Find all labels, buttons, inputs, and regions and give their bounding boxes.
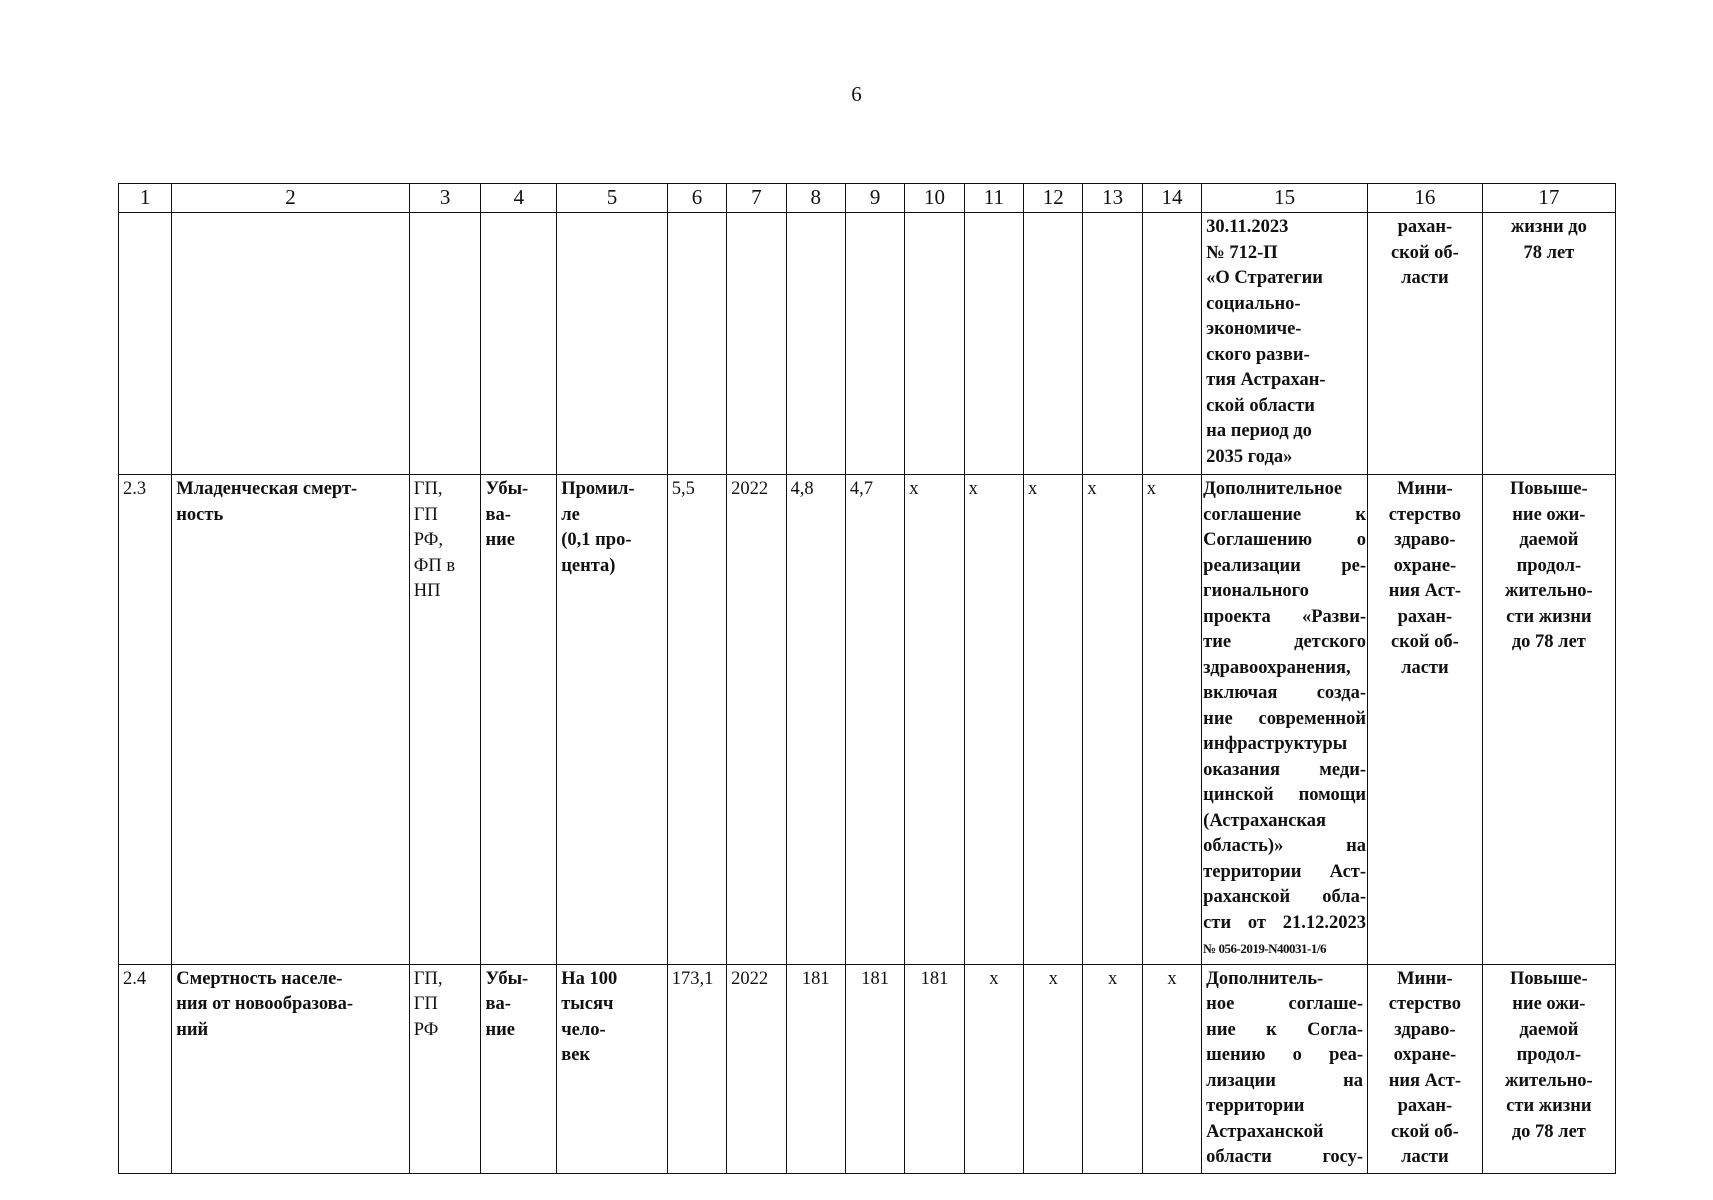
cell-line: территории Аст-	[1203, 861, 1367, 882]
unit-cell	[557, 475, 668, 965]
cell-line: Младенческая смерт-	[176, 479, 358, 499]
column-header: 12	[1024, 184, 1083, 213]
cell-line: ное соглаше-	[1206, 994, 1364, 1014]
cell-line: на период до	[1206, 421, 1312, 441]
column-header: 10	[905, 184, 964, 213]
cell-line: тия Астрахан-	[1206, 370, 1326, 390]
cell-line: ГП	[413, 994, 438, 1014]
base-value-cell: 5,5	[667, 475, 726, 965]
value-cell: x	[1142, 475, 1201, 965]
cell-line: Мини-	[1397, 968, 1453, 989]
cell-line: продол-	[1516, 555, 1582, 576]
cell-line: здраво-	[1394, 530, 1456, 550]
responsible-body-cell	[1368, 964, 1483, 1173]
cell-line: ГП,	[413, 479, 443, 499]
cell-line: до 78 лет	[1511, 632, 1586, 652]
cell-line: ния Аст-	[1388, 1070, 1462, 1091]
cell-line: ле	[561, 504, 580, 525]
cell-line: РФ	[413, 1019, 439, 1040]
value-cell: x	[1083, 475, 1142, 965]
cell-line: Астраханской	[1206, 1121, 1324, 1142]
column-header: 15	[1202, 184, 1368, 213]
cell-line: 30.11.2023	[1206, 217, 1289, 237]
page-number: 6	[851, 82, 862, 106]
cell-line: стерство	[1388, 994, 1461, 1014]
cell-line: лизации на	[1206, 1070, 1364, 1091]
cell-line: цинской помощи	[1203, 785, 1367, 805]
cell-line: «О Стратегии	[1206, 268, 1323, 288]
value-cell: x	[1142, 964, 1201, 1173]
agreement-number: № 056-2019-N40031-1/6	[1203, 941, 1326, 956]
cell-line: ния от новообразова-	[176, 994, 354, 1014]
cell-line: территории	[1206, 1096, 1305, 1116]
cell-line: продол-	[1516, 1045, 1582, 1065]
cell-line: ской об-	[1390, 242, 1459, 263]
cell-line: Повыше-	[1510, 968, 1588, 989]
document-reference-cell	[1202, 213, 1368, 475]
level-cell	[409, 475, 481, 965]
cell-line: (Астраханская	[1203, 810, 1327, 831]
cell-line: сти жизни	[1506, 1096, 1592, 1116]
indicator-name-cell	[172, 964, 410, 1173]
column-header: 16	[1368, 184, 1483, 213]
cell-line: области госу-	[1206, 1147, 1364, 1167]
cell-line: область)» на	[1203, 836, 1367, 856]
table-row	[119, 475, 1616, 965]
cell-line: шению о реа-	[1206, 1045, 1364, 1065]
cell-line: здравоохранения,	[1203, 657, 1351, 678]
goal-cell	[1482, 964, 1615, 1173]
cell-line: ласти	[1401, 657, 1449, 678]
value-cell: x	[905, 475, 964, 965]
cell-line: ской об-	[1390, 632, 1459, 652]
cell-line: чело-	[561, 1019, 606, 1040]
document-reference-text	[1203, 477, 1366, 936]
cell-line: Убы-	[485, 479, 529, 499]
column-number-row	[119, 184, 1616, 213]
cell-line: ние современной	[1203, 708, 1367, 729]
column-header: 13	[1083, 184, 1142, 213]
indicators-table	[118, 183, 1616, 1174]
responsible-body-cell	[1368, 475, 1483, 965]
cell-line: раханской обла-	[1203, 887, 1367, 907]
indicator-name-cell	[172, 475, 410, 965]
cell-line: Дополнительное	[1203, 479, 1343, 499]
goal-cell	[1482, 213, 1615, 475]
column-header: 9	[845, 184, 904, 213]
cell-line: сти жизни	[1506, 606, 1592, 627]
cell-line: ние ожи-	[1512, 504, 1586, 525]
value-cell: 4,7	[845, 475, 904, 965]
cell-line: ние	[485, 530, 515, 550]
cell-line: до 78 лет	[1511, 1121, 1586, 1142]
cell-line: цента)	[561, 555, 616, 576]
cell-line: ской области	[1206, 395, 1315, 416]
cell-line: реализации ре-	[1203, 555, 1367, 576]
trend-cell	[481, 964, 557, 1173]
cell-line: соглашение к	[1203, 504, 1367, 525]
cell-line: ние к Согла-	[1206, 1019, 1364, 1040]
base-value-cell: 173,1	[667, 964, 726, 1173]
cell-line: стерство	[1388, 504, 1461, 525]
cell-line: рахан-	[1397, 1096, 1453, 1116]
cell-line: ва-	[485, 994, 511, 1014]
table-row-continuation	[119, 213, 1616, 475]
cell-line: Повыше-	[1510, 479, 1588, 499]
column-header: 8	[786, 184, 845, 213]
cell-line: НП	[413, 581, 441, 601]
cell-line: ние ожи-	[1512, 994, 1586, 1014]
cell-line: оказания меди-	[1203, 759, 1367, 780]
value-cell: 181	[845, 964, 904, 1173]
goal-cell	[1482, 475, 1615, 965]
cell-line: ния Аст-	[1388, 581, 1462, 601]
cell-line: век	[561, 1045, 591, 1065]
cell-line: охране-	[1393, 1045, 1457, 1065]
cell-line: ласти	[1401, 1147, 1449, 1167]
cell-line: ласти	[1401, 268, 1449, 288]
cell-line: ФП в	[413, 555, 456, 576]
column-header: 5	[557, 184, 668, 213]
cell-line: Убы-	[485, 968, 529, 989]
cell-line: жительно-	[1505, 581, 1593, 601]
unit-cell	[557, 964, 668, 1173]
cell-line: даемой	[1519, 1019, 1579, 1040]
base-year-cell: 2022	[727, 964, 786, 1173]
responsible-body-cell	[1368, 213, 1483, 475]
row-number-cell: 2.3	[119, 475, 172, 965]
row-number-cell: 2.4	[119, 964, 172, 1173]
column-header: 3	[409, 184, 481, 213]
document-reference-cell	[1202, 475, 1368, 965]
column-header: 7	[727, 184, 786, 213]
cell-line: даемой	[1519, 530, 1579, 550]
cell-line: экономиче-	[1206, 319, 1302, 339]
cell-line: Промил-	[561, 479, 635, 499]
cell-line: ского разви-	[1206, 344, 1310, 365]
cell-line: Соглашению о	[1203, 530, 1367, 550]
column-header: 4	[481, 184, 557, 213]
cell-line: Мини-	[1397, 479, 1453, 499]
cell-line: ний	[176, 1019, 209, 1040]
cell-line: проекта «Разви-	[1203, 606, 1367, 627]
cell-line: № 712-П	[1206, 242, 1278, 263]
cell-line: 78 лет	[1523, 242, 1575, 263]
value-cell: x	[964, 475, 1023, 965]
column-header: 6	[667, 184, 726, 213]
column-header: 11	[964, 184, 1023, 213]
trend-cell	[481, 475, 557, 965]
cell-line: гионального	[1203, 581, 1309, 601]
cell-line: здраво-	[1394, 1019, 1456, 1040]
column-header: 1	[119, 184, 172, 213]
cell-line: сти от 21.12.2023	[1203, 912, 1367, 933]
cell-line: На 100	[561, 968, 618, 989]
cell-line: охране-	[1393, 555, 1457, 576]
level-cell	[409, 964, 481, 1173]
value-cell: 4,8	[786, 475, 845, 965]
cell-line: инфраструктуры	[1203, 734, 1348, 754]
cell-line: рахан-	[1397, 606, 1453, 627]
document-reference-cell	[1202, 964, 1368, 1173]
cell-line: (0,1 про-	[561, 530, 632, 550]
cell-line: ние	[485, 1019, 515, 1040]
cell-line: Смертность населе-	[176, 968, 343, 989]
value-cell: x	[1024, 964, 1083, 1173]
cell-line: ность	[176, 504, 224, 525]
base-year-cell: 2022	[727, 475, 786, 965]
cell-line: рахан-	[1397, 217, 1453, 237]
value-cell: x	[1024, 475, 1083, 965]
cell-line: Дополнитель-	[1206, 968, 1324, 989]
cell-line: жительно-	[1505, 1070, 1593, 1091]
value-cell: 181	[905, 964, 964, 1173]
value-cell: x	[964, 964, 1023, 1173]
value-cell: x	[1083, 964, 1142, 1173]
cell-line: ГП	[413, 504, 438, 525]
table-row	[119, 964, 1616, 1173]
cell-line: ской об-	[1390, 1121, 1459, 1142]
value-cell: 181	[786, 964, 845, 1173]
cell-line: социально-	[1206, 293, 1301, 314]
column-header: 2	[172, 184, 410, 213]
cell-line: ва-	[485, 504, 511, 525]
column-header: 17	[1482, 184, 1615, 213]
cell-line: 2035 года»	[1206, 446, 1293, 467]
cell-line: тысяч	[561, 994, 614, 1014]
cell-line: включая созда-	[1203, 683, 1367, 703]
cell-line: жизни до	[1510, 217, 1587, 237]
cell-line: тие детского	[1203, 632, 1367, 652]
cell-line: ГП,	[413, 968, 443, 989]
column-header: 14	[1142, 184, 1201, 213]
cell-line: РФ,	[413, 530, 443, 550]
